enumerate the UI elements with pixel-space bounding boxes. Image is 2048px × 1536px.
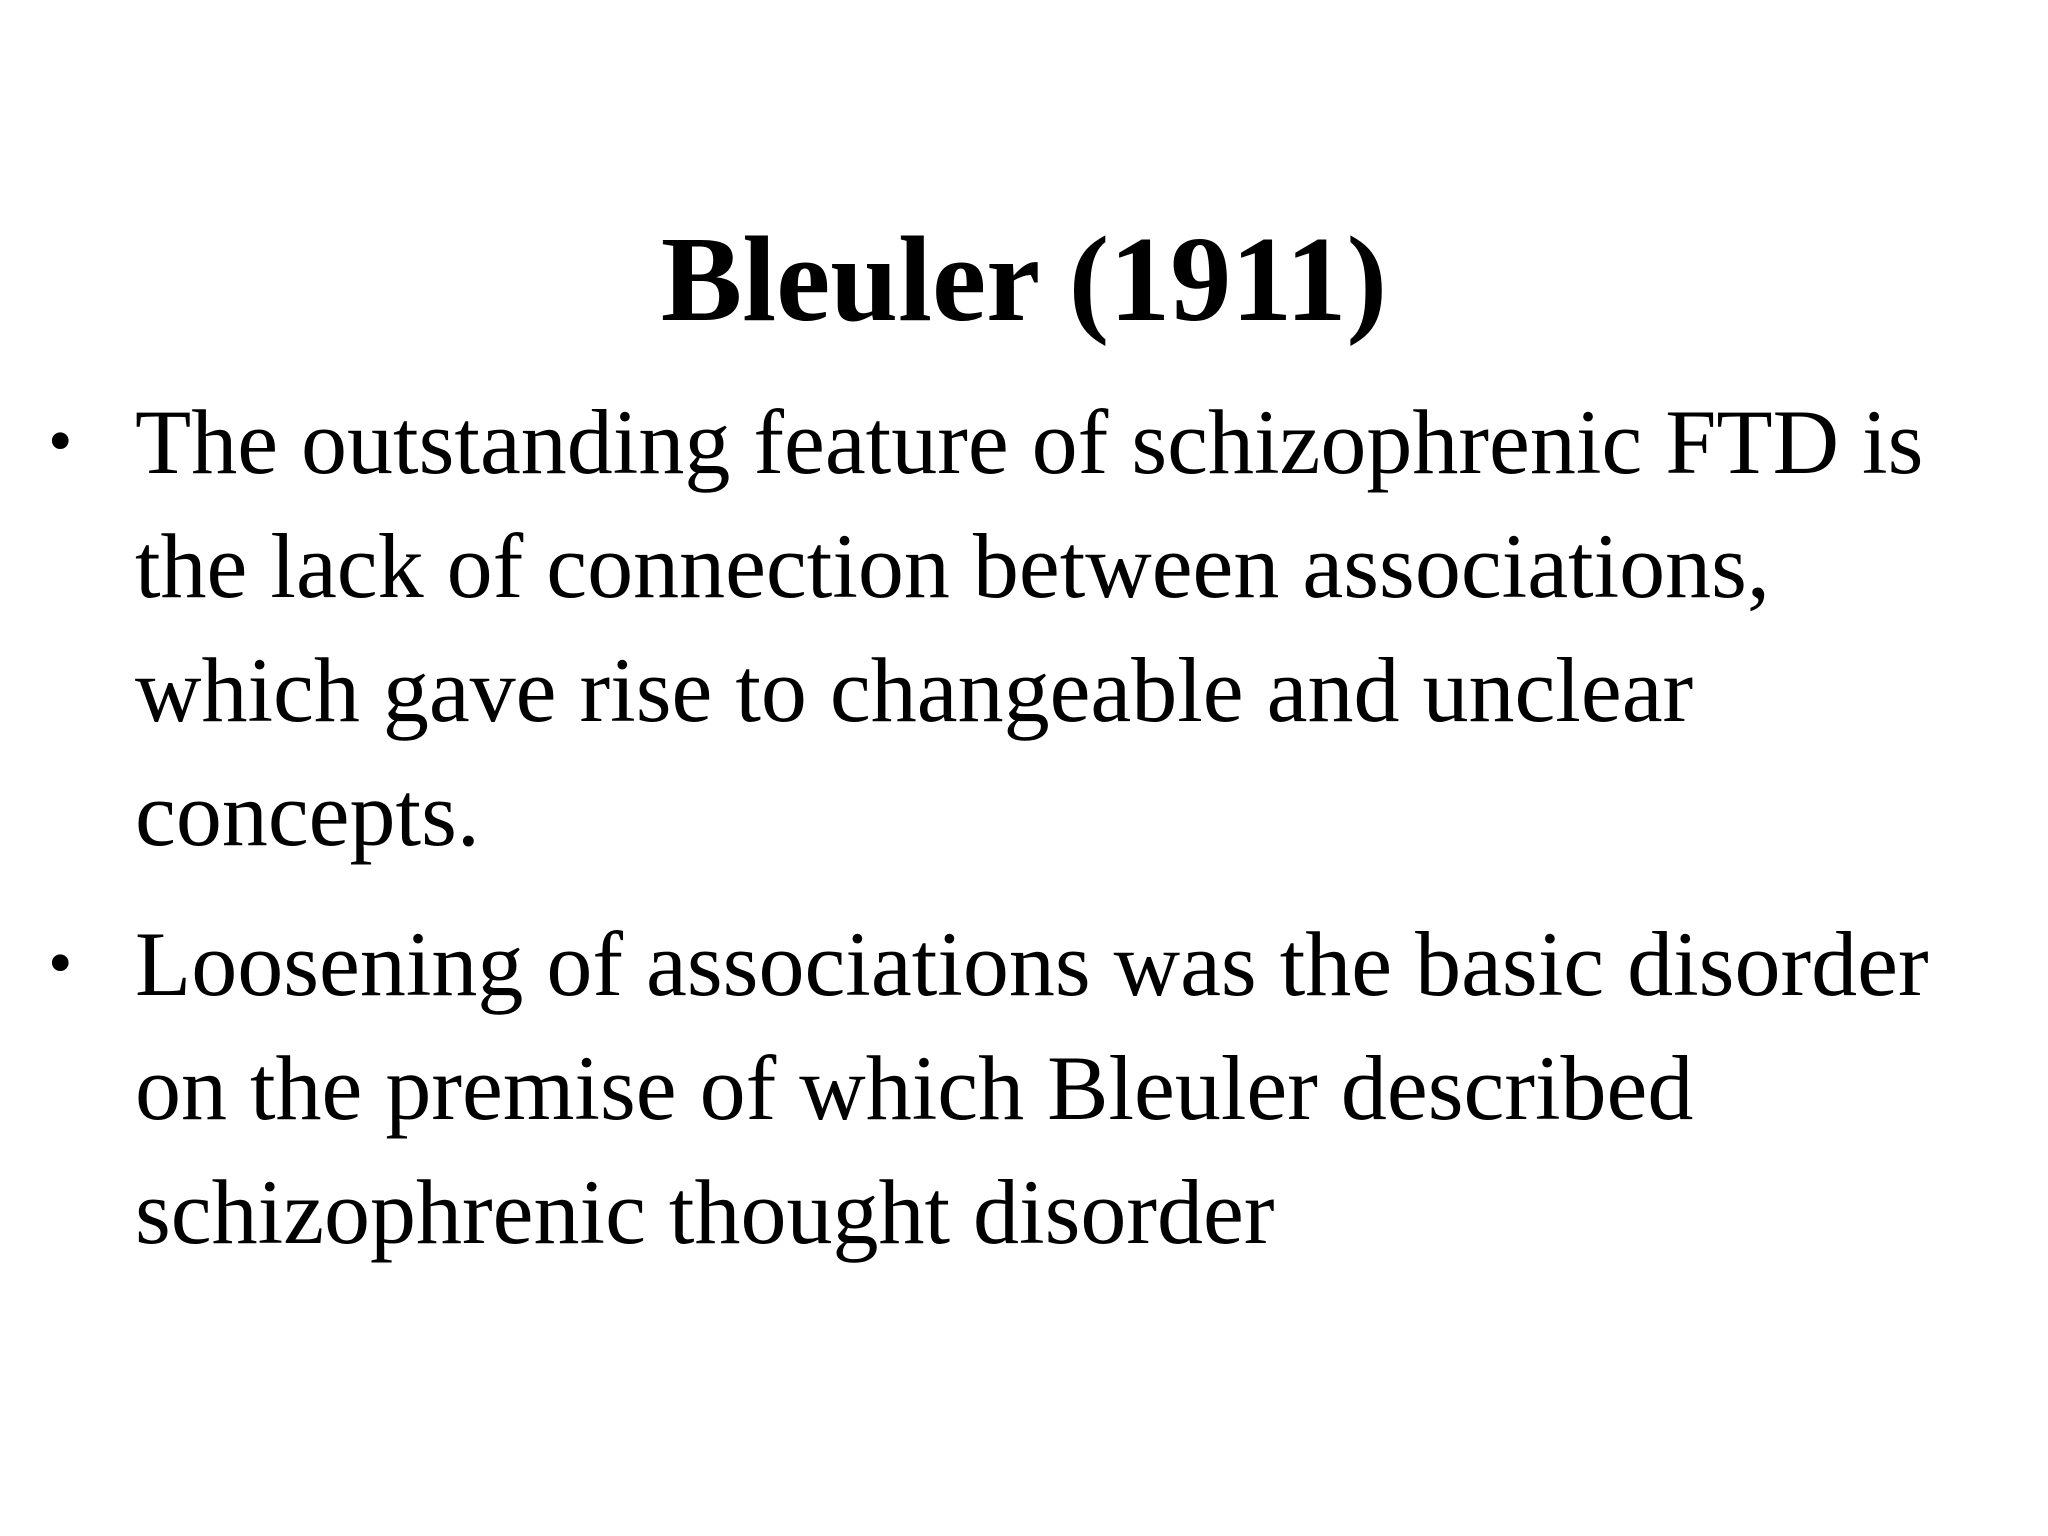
bullet-dot-icon: • [48, 925, 73, 1002]
bullet-text: The outstanding feature of schizophrenic FTD is the lack of connection between associations, which gave rise to changeable and unclear concepts. [135, 391, 1924, 865]
bullet-list [48, 380, 2008, 1300]
bullet-dot-icon: • [48, 403, 73, 480]
slide-title: Bleuler (1911) [660, 212, 1388, 347]
bullet-item [48, 380, 2008, 876]
bullet-text: Loosening of associations was the basic disorder on the premise of which Bleuler described schizophrenic thought disorder [135, 913, 1929, 1263]
bullet-item [48, 902, 2008, 1274]
